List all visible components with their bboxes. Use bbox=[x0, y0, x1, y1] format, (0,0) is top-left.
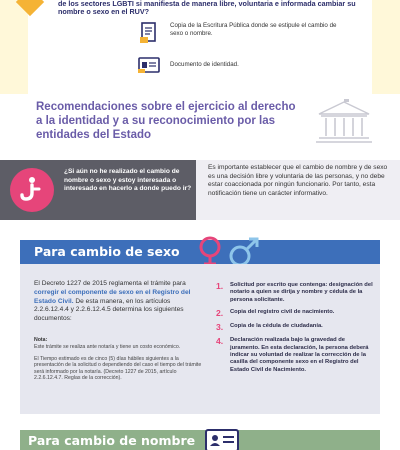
list-item bbox=[216, 337, 376, 374]
step-number: 2. bbox=[216, 308, 224, 319]
intro-text-2: De esta manera, en los artículos 2.2.6.12.4.4 y 2.2.6.12.4.5 determina los siguientes documentos: bbox=[34, 297, 184, 323]
doc-item-deed-text: Copia de la Escritura Pública donde se estipule el cambio de sexo o nombre. bbox=[170, 22, 337, 37]
sex-change-title: Para cambio de sexo bbox=[34, 244, 180, 259]
name-change-header bbox=[20, 430, 380, 450]
question-answer-band bbox=[0, 160, 400, 220]
step-text: Copia del registro civil de nacimiento. bbox=[230, 309, 335, 316]
required-documents-list bbox=[216, 282, 376, 379]
note-paragraph-2: El Tiempo estimado es de cinco (5) días hábiles siguientes a la presentación de la solicitud o dependiendo del caso el tiempo del trámite será informado por la notaría. (Decreto 1227 de 2015, artículo 2.2.6.12.4.7. Reglas de la corrección). bbox=[34, 355, 202, 382]
name-change-title: Para cambio de nombre bbox=[28, 433, 196, 448]
id-card-icon bbox=[204, 427, 240, 450]
step-number: 3. bbox=[216, 322, 224, 333]
top-section bbox=[0, 0, 400, 94]
id-card-icon bbox=[138, 54, 160, 76]
note-body bbox=[34, 344, 204, 382]
doc-item-deed bbox=[138, 22, 340, 44]
list-item bbox=[216, 282, 376, 304]
document-icon bbox=[138, 22, 160, 44]
note-title: Nota: bbox=[34, 337, 48, 343]
government-building-icon bbox=[313, 98, 375, 146]
step-text: Copia de la cédula de ciudadanía. bbox=[230, 323, 323, 330]
intro-highlight: corregir el componente de sexo en el Registro del Estado Civil. bbox=[34, 288, 191, 305]
sex-change-header bbox=[20, 240, 380, 264]
step-text: Solicitud por escrito que contenga: designación del notario a quien se dirija y nombre y cédula de la persona solicitante. bbox=[230, 282, 373, 303]
sex-change-panel bbox=[20, 264, 380, 414]
step-text: Declaración realizada bajo la gravedad de juramento. En esta declaración, la persona deberá indicar su voluntad de realizar la corrección de la casilla del componente sexo en el Registro del Estado Civil de Nacimiento. bbox=[230, 337, 369, 373]
top-question: de los sectores LGBTI si manifiesta de manera libre, voluntaria e informada cambiar su nombre o sexo en el RUV? bbox=[58, 0, 356, 17]
question-text: ¿Si aún no he realizado el cambio de nombre o sexo y estoy interesada o interesado en hacerlo a donde puedo ir? bbox=[64, 168, 192, 193]
sex-change-intro bbox=[34, 280, 204, 324]
doc-item-id bbox=[138, 54, 340, 76]
recommendations-title: Recomendaciones sobre el ejercicio al derecho a la identidad y a su reconocimiento por las entidades del Estado bbox=[36, 101, 296, 141]
list-item bbox=[216, 323, 376, 332]
list-item bbox=[216, 309, 376, 318]
question-mark-icon bbox=[10, 168, 54, 212]
intro-text-1: El Decreto 1227 de 2015 reglamenta el trámite para bbox=[34, 280, 186, 287]
step-number: 1. bbox=[216, 281, 224, 291]
doc-item-id-text: Documento de identidad. bbox=[170, 61, 239, 68]
answer-text: Es importante establecer que el cambio de nombre y de sexo es una decisión libre y voluntaria de las personas, y no debe estar coaccionada por ningún funcionario. Por tanto, esta notificación tiene un carácter informativo. bbox=[208, 164, 388, 197]
note-paragraph-1: Este trámite se realiza ante notaría y tiene un costo económico. bbox=[34, 344, 181, 350]
step-number: 4. bbox=[216, 336, 224, 347]
